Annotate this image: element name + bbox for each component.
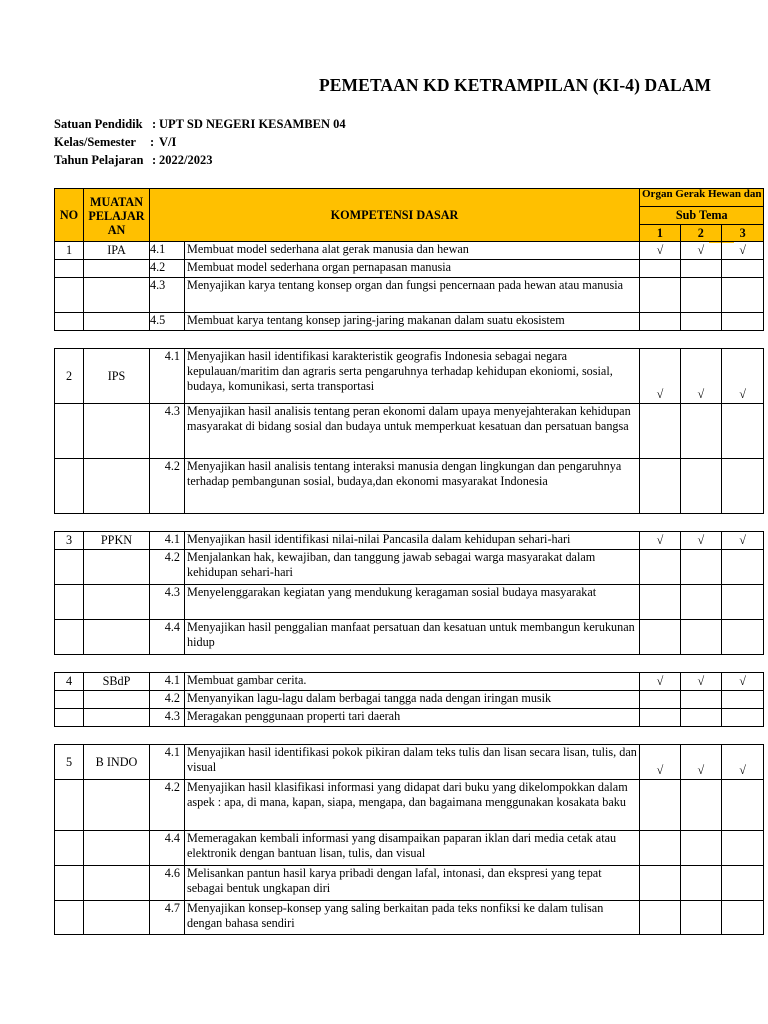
meta-label: Kelas/Semester — [54, 135, 136, 149]
subject-name-empty — [84, 260, 150, 278]
check-cell-sub-2 — [680, 901, 721, 935]
subject-no: 3 — [55, 532, 84, 550]
subject-name: SBdP — [84, 673, 150, 691]
subject-no-empty — [55, 550, 84, 585]
kd-code: 4.3 — [150, 278, 185, 313]
kd-text: Membuat gambar cerita. — [185, 673, 640, 691]
check-cell-sub-1 — [640, 585, 681, 620]
spacer-cell — [55, 331, 764, 349]
kd-row — [55, 550, 764, 585]
kd-text: Menyajikan hasil analisis tentang peran ekonomi dalam upaya menyejahterakan kehidupan masyarakat di bidang sosial dan budaya untuk memperkuat kesatuan dan persatuan bangsa — [185, 404, 640, 459]
check-cell-sub-1 — [640, 278, 681, 313]
check-cell-sub-1: √ — [640, 673, 681, 691]
kd-row — [55, 866, 764, 901]
kd-text: Menyajikan hasil klasifikasi informasi yang didapat dari buku yang dikelompokkan dalam aspek : apa, di mana, kapan, siapa, mengapa, dan bagaimana menggunakan kosakata baku — [185, 780, 640, 831]
meta-label: Tahun Pelajaran — [54, 153, 144, 167]
check-cell-sub-3 — [721, 585, 764, 620]
check-cell-sub-3: √ — [721, 745, 764, 780]
subject-no: 1 — [55, 242, 84, 260]
subject-name-empty — [84, 831, 150, 866]
kd-code: 4.4 — [150, 831, 185, 866]
check-cell-sub-3 — [721, 550, 764, 585]
check-cell-sub-2 — [680, 313, 721, 331]
check-cell-sub-1 — [640, 831, 681, 866]
spacer-cell — [55, 727, 764, 745]
header-sub-2: 2 — [680, 225, 721, 242]
header-muatan: MUATAN PELAJAR AN — [84, 189, 150, 242]
check-cell-sub-1: √ — [640, 349, 681, 404]
check-cell-sub-2 — [680, 780, 721, 831]
kd-code: 4.5 — [150, 313, 185, 331]
check-cell-sub-3 — [721, 404, 764, 459]
kd-row — [55, 459, 764, 514]
meta-sep: : — [150, 135, 155, 149]
kd-text: Menyajikan hasil analisis tentang interaksi manusia dengan lingkungan dan pengaruhnya terhadap pembangunan sosial, budaya,dan ekonomi masyarakat Indonesia — [185, 459, 640, 514]
check-cell-sub-1 — [640, 550, 681, 585]
check-cell-sub-3: √ — [721, 673, 764, 691]
header-tema-text: Organ Gerak Hewan dan — [642, 189, 762, 200]
check-cell-sub-1: √ — [640, 242, 681, 260]
header-no: NO — [55, 189, 84, 242]
kd-row — [55, 404, 764, 459]
kd-row — [55, 709, 764, 727]
check-cell-sub-2 — [680, 278, 721, 313]
subject-no-empty — [55, 313, 84, 331]
check-cell-sub-2 — [680, 459, 721, 514]
check-cell-sub-2 — [680, 550, 721, 585]
kd-row — [55, 532, 764, 550]
check-cell-sub-3 — [721, 620, 764, 655]
kd-table — [54, 188, 764, 935]
kd-code: 4.1 — [150, 745, 185, 780]
subject-no-empty — [55, 780, 84, 831]
kd-text: Menyajikan hasil identifikasi nilai-nilai Pancasila dalam kehidupan sehari-hari — [185, 532, 640, 550]
check-cell-sub-1 — [640, 691, 681, 709]
kd-text: Menyajikan karya tentang konsep organ dan fungsi pencernaan pada hewan atau manusia — [185, 278, 640, 313]
check-cell-sub-2 — [680, 585, 721, 620]
meta-value: UPT SD NEGERI KESAMBEN 04 — [159, 117, 346, 131]
check-cell-sub-3: √ — [721, 349, 764, 404]
subject-no-empty — [55, 709, 84, 727]
kd-code: 4.4 — [150, 620, 185, 655]
kd-code: 4.7 — [150, 901, 185, 935]
check-cell-sub-3 — [721, 459, 764, 514]
kd-code: 4.1 — [150, 242, 185, 260]
check-cell-sub-1 — [640, 313, 681, 331]
check-cell-sub-3 — [721, 901, 764, 935]
header-kompetensi-dasar: KOMPETENSI DASAR — [150, 189, 640, 242]
subject-name-empty — [84, 278, 150, 313]
header-sub-3: 3 — [721, 225, 764, 242]
check-cell-sub-3 — [721, 780, 764, 831]
check-cell-sub-3 — [721, 709, 764, 727]
kd-row — [55, 745, 764, 780]
kd-code: 4.1 — [150, 532, 185, 550]
kd-text: Membuat karya tentang konsep jaring-jaring makanan dalam suatu ekosistem — [185, 313, 640, 331]
kd-row — [55, 691, 764, 709]
kd-text: Menyajikan hasil identifikasi karakteristik geografis Indonesia sebagai negara kepulauan/maritim dan agraris serta pengaruhnya terhadap kehidupan ekoniomi, sosial, budaya, komunikasi, serta transportasi — [185, 349, 640, 404]
kd-row — [55, 780, 764, 831]
check-cell-sub-2: √ — [680, 349, 721, 404]
check-cell-sub-3: √ — [721, 532, 764, 550]
subject-no-empty — [55, 691, 84, 709]
check-cell-sub-2 — [680, 709, 721, 727]
subject-name: B INDO — [84, 745, 150, 780]
subject-name-empty — [84, 866, 150, 901]
kd-code: 4.3 — [150, 709, 185, 727]
check-cell-sub-1 — [640, 459, 681, 514]
kd-code: 4.6 — [150, 866, 185, 901]
spacer-row — [55, 655, 764, 673]
header-tema — [640, 189, 764, 207]
subject-name-empty — [84, 459, 150, 514]
check-cell-sub-1: √ — [640, 532, 681, 550]
kd-text: Membuat model sederhana organ pernapasan manusia — [185, 260, 640, 278]
kd-row — [55, 673, 764, 691]
kd-text: Menyanyikan lagu-lagu dalam berbagai tangga nada dengan iringan musik — [185, 691, 640, 709]
check-cell-sub-3 — [721, 831, 764, 866]
check-cell-sub-1 — [640, 866, 681, 901]
kd-text: Menyelenggarakan kegiatan yang mendukung keragaman sosial budaya masyarakat — [185, 585, 640, 620]
subject-name: IPS — [84, 349, 150, 404]
kd-row — [55, 349, 764, 404]
check-cell-sub-2 — [680, 404, 721, 459]
subject-no-empty — [55, 459, 84, 514]
spacer-cell — [55, 655, 764, 673]
check-cell-sub-3 — [721, 691, 764, 709]
check-cell-sub-2 — [680, 866, 721, 901]
check-cell-sub-2 — [680, 260, 721, 278]
kd-code: 4.1 — [150, 673, 185, 691]
spacer-row — [55, 514, 764, 532]
kd-text: Melisankan pantun hasil karya pribadi dengan lafal, intonasi, dan ekspresi yang tepat sebagai bentuk ungkapan diri — [185, 866, 640, 901]
header-subtema: Sub Tema — [640, 207, 764, 225]
subject-name-empty — [84, 780, 150, 831]
kd-row — [55, 831, 764, 866]
check-cell-sub-1 — [640, 709, 681, 727]
subject-name: IPA — [84, 242, 150, 260]
subject-name-empty — [84, 550, 150, 585]
subject-name-empty — [84, 404, 150, 459]
check-cell-sub-1: √ — [640, 745, 681, 780]
check-cell-sub-1 — [640, 780, 681, 831]
subject-no: 4 — [55, 673, 84, 691]
check-cell-sub-3 — [721, 278, 764, 313]
kd-row — [55, 242, 764, 260]
kd-row — [55, 585, 764, 620]
subject-name-empty — [84, 313, 150, 331]
kd-text: Membuat model sederhana alat gerak manusia dan hewan — [185, 242, 640, 260]
kd-text: Menyajikan hasil identifikasi pokok pikiran dalam teks tulis dan lisan secara lisan, tulis, dan visual — [185, 745, 640, 780]
meta-sep: : — [152, 117, 157, 131]
check-cell-sub-1 — [640, 620, 681, 655]
check-cell-sub-2: √ — [680, 532, 721, 550]
subject-name-empty — [84, 691, 150, 709]
kd-row — [55, 620, 764, 655]
check-cell-sub-2 — [680, 831, 721, 866]
spacer-row — [55, 727, 764, 745]
kd-text: Menyajikan hasil penggalian manfaat persatuan dan kesatuan untuk membangun kerukunan hidup — [185, 620, 640, 655]
kd-text: Menyajikan konsep-konsep yang saling berkaitan pada teks nonfiksi ke dalam tulisan dengan bahasa sendiri — [185, 901, 640, 935]
check-cell-sub-2: √ — [680, 242, 721, 260]
kd-text: Meragakan penggunaan properti tari daerah — [185, 709, 640, 727]
kd-code: 4.3 — [150, 404, 185, 459]
subject-no-empty — [55, 831, 84, 866]
check-cell-sub-3 — [721, 260, 764, 278]
spacer-cell — [55, 514, 764, 532]
check-cell-sub-1 — [640, 260, 681, 278]
kd-code: 4.3 — [150, 585, 185, 620]
kd-text: Memeragakan kembali informasi yang disampaikan paparan iklan dari media cetak atau elektronik dengan bantuan lisan, tulis, dan visual — [185, 831, 640, 866]
check-cell-sub-1 — [640, 404, 681, 459]
subject-name-empty — [84, 585, 150, 620]
subject-name: PPKN — [84, 532, 150, 550]
kd-code: 4.2 — [150, 550, 185, 585]
subject-no-empty — [55, 866, 84, 901]
subject-no-empty — [55, 260, 84, 278]
check-cell-sub-2: √ — [680, 745, 721, 780]
check-cell-sub-1 — [640, 901, 681, 935]
kd-row — [55, 278, 764, 313]
check-cell-sub-2 — [680, 691, 721, 709]
kd-code: 4.1 — [150, 349, 185, 404]
subject-no-empty — [55, 901, 84, 935]
kd-text: Menjalankan hak, kewajiban, dan tanggung jawab sebagai warga masyarakat dalam kehidupan sehari-hari — [185, 550, 640, 585]
kd-code: 4.2 — [150, 780, 185, 831]
check-cell-sub-3 — [721, 866, 764, 901]
meta-label: Satuan Pendidik — [54, 117, 143, 131]
check-cell-sub-2 — [680, 620, 721, 655]
check-cell-sub-2: √ — [680, 673, 721, 691]
meta-value: 2022/2023 — [159, 153, 213, 167]
header-sub-1: 1 — [640, 225, 681, 242]
check-cell-sub-3 — [721, 313, 764, 331]
subject-no-empty — [55, 620, 84, 655]
subject-name-empty — [84, 620, 150, 655]
spacer-row — [55, 331, 764, 349]
subject-name-empty — [84, 901, 150, 935]
kd-row — [55, 313, 764, 331]
meta-value: V/I — [159, 135, 177, 149]
subject-no-empty — [55, 404, 84, 459]
check-cell-sub-3: √ — [721, 242, 764, 260]
kd-code: 4.2 — [150, 691, 185, 709]
kd-code: 4.2 — [150, 459, 185, 514]
subject-name-empty — [84, 709, 150, 727]
kd-row — [55, 260, 764, 278]
kd-code: 4.2 — [150, 260, 185, 278]
subject-no-empty — [55, 585, 84, 620]
page-title: PEMETAAN KD KETRAMPILAN (KI-4) DALAM — [319, 75, 712, 95]
subject-no-empty — [55, 278, 84, 313]
meta-sep: : — [152, 153, 157, 167]
subject-no: 5 — [55, 745, 84, 780]
subject-no: 2 — [55, 349, 84, 404]
kd-row — [55, 901, 764, 935]
